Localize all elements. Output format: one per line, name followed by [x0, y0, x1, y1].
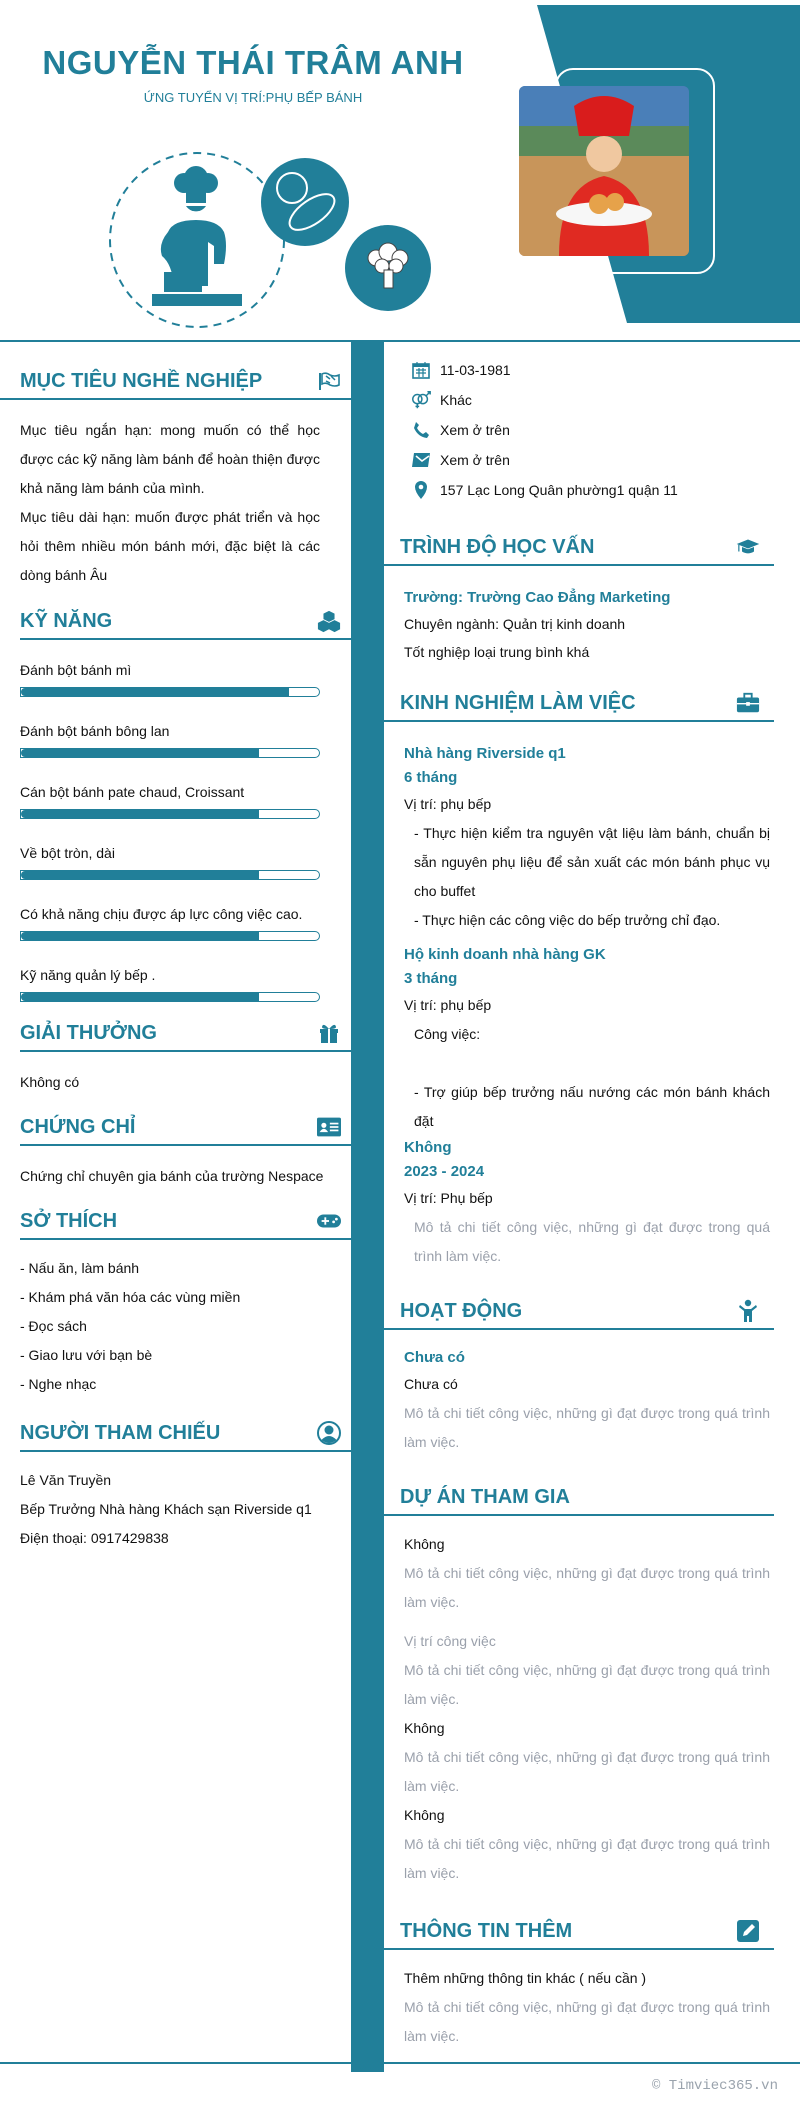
- child-icon: [736, 1299, 760, 1323]
- briefcase-icon: [736, 691, 760, 715]
- experience-duration: 3 tháng: [404, 970, 458, 987]
- gender-icon: [410, 390, 432, 410]
- info-address: 157 Lạc Long Quân phường1 quận 11: [410, 475, 770, 505]
- section-objective-header: MỤC TIÊU NGHỀ NGHIỆP: [0, 364, 351, 400]
- graduation-cap-icon: [736, 535, 760, 559]
- experience-item: [404, 742, 770, 935]
- skill-item: Về bột tròn, dài: [20, 843, 320, 880]
- activity-org: Chưa có: [404, 1349, 465, 1366]
- gift-icon: [317, 1021, 341, 1045]
- id-card-icon: [317, 1115, 341, 1139]
- section-certificates-header: CHỨNG CHỈ: [20, 1110, 351, 1146]
- additional-details: [404, 1964, 770, 2051]
- additional-desc: Mô tả chi tiết công việc, những gì đạt được trong quá trình làm việc.: [404, 1999, 770, 2044]
- section-awards-header: GIẢI THƯỞNG: [20, 1016, 351, 1052]
- experience-desc: - Thực hiện kiểm tra nguyên vật liệu làm bánh, chuẩn bị sẵn nguyên phụ liệu để sản xuất các món bánh phục vụ cho buffet: [414, 825, 770, 899]
- section-additional-header: THÔNG TIN THÊM: [384, 1914, 774, 1950]
- project-desc: Mô tả chi tiết công việc, những gì đạt được trong quá trình làm việc.: [404, 1749, 770, 1794]
- skill-progress-bar: [20, 931, 320, 941]
- experience-position: Vị trí: phụ bếp: [404, 997, 492, 1013]
- skill-item: Đánh bột bánh mì: [20, 660, 320, 697]
- project-name: Vị trí công việc: [404, 1633, 496, 1649]
- calendar-icon: [410, 360, 432, 380]
- project-item: [404, 1801, 770, 1888]
- projects-list: [404, 1530, 770, 1888]
- info-gender: Khác: [410, 385, 770, 415]
- hobby-item: - Khám phá văn hóa các vùng miền: [20, 1289, 241, 1305]
- school-name: Trường: Trường Cao Đẳng Marketing: [404, 589, 671, 606]
- skill-progress-bar: [20, 687, 320, 697]
- skill-item: Đánh bột bánh bông lan: [20, 721, 320, 758]
- project-name: Không: [404, 1536, 445, 1552]
- experience-desc: Mô tả chi tiết công việc, những gì đạt được trong quá trình làm việc.: [414, 1219, 770, 1264]
- user-circle-icon: [317, 1421, 341, 1445]
- project-item: [404, 1627, 770, 1714]
- skill-progress-bar: [20, 870, 320, 880]
- skill-progress-bar: [20, 992, 320, 1002]
- education-result: Tốt nghiệp loại trung bình khá: [404, 644, 590, 660]
- awards-text: Không có: [20, 1074, 80, 1090]
- personal-info: [410, 355, 770, 505]
- activity-role: Chưa có: [404, 1376, 458, 1392]
- skills-list: [20, 660, 320, 1026]
- skill-item: Có khả năng chịu được áp lực công việc cao.: [20, 904, 320, 941]
- section-activities-header: HOẠT ĐỘNG: [384, 1294, 774, 1330]
- hobby-item: - Nghe nhạc: [20, 1376, 97, 1392]
- experience-desc: - Thực hiện các công việc do bếp trưởng chỉ đạo.: [414, 912, 721, 928]
- location-icon: [410, 480, 432, 500]
- section-references-header: NGƯỜI THAM CHIẾU: [20, 1416, 351, 1452]
- footer-copyright: © Timviec365.vn: [651, 2078, 778, 2094]
- reference-title: Bếp Trưởng Nhà hàng Khách sạn Riverside q1: [20, 1501, 312, 1517]
- reference-name: Lê Văn Truyền: [20, 1472, 112, 1488]
- experience-desc: - Trợ giúp bếp trưởng nấu nướng các món bánh khách đặt: [414, 1084, 770, 1129]
- edit-icon: [736, 1919, 760, 1943]
- project-desc: Mô tả chi tiết công việc, những gì đạt được trong quá trình làm việc.: [404, 1836, 770, 1881]
- section-skills-header: KỸ NĂNG: [20, 604, 351, 640]
- job-title: ỨNG TUYỂN VỊ TRÍ:PHỤ BẾP BÁNH: [143, 90, 363, 105]
- project-name: Không: [404, 1720, 445, 1736]
- education-details: [404, 586, 770, 666]
- flag-icon: [317, 369, 341, 393]
- avatar-photo: [519, 86, 689, 256]
- activity-desc: Mô tả chi tiết công việc, những gì đạt được trong quá trình làm việc.: [404, 1405, 770, 1450]
- info-birthdate: 11-03-1981: [410, 355, 770, 385]
- skill-progress-bar: [20, 748, 320, 758]
- section-hobbies-header: SỞ THÍCH: [20, 1204, 351, 1240]
- skill-item: Cán bột bánh pate chaud, Croissant: [20, 782, 320, 819]
- chef-icon: [152, 166, 242, 306]
- info-phone: Xem ở trên: [410, 415, 770, 445]
- experience-company: Nhà hàng Riverside q1: [404, 745, 566, 762]
- hobby-item: - Giao lưu với bạn bè: [20, 1347, 153, 1363]
- experience-duration: 6 tháng: [404, 769, 458, 786]
- section-experience-header: KINH NGHIỆM LÀM VIỆC: [384, 686, 774, 722]
- section-projects-header: DỰ ÁN THAM GIA: [384, 1480, 774, 1516]
- experience-item: [404, 1136, 770, 1271]
- hobbies-list: [20, 1254, 320, 1399]
- gamepad-icon: [317, 1209, 341, 1233]
- experience-company: Hộ kinh doanh nhà hàng GK: [404, 946, 606, 963]
- certificates-text: Chứng chỉ chuyên gia bánh của trường Nespace: [20, 1168, 324, 1184]
- activities-details: [404, 1346, 770, 1457]
- section-education-header: TRÌNH ĐỘ HỌC VẤN: [384, 530, 774, 566]
- cubes-icon: [317, 609, 341, 633]
- center-band: [351, 341, 384, 2072]
- reference-phone: Điện thoại: 0917429838: [20, 1530, 169, 1546]
- experience-position: Vị trí: Phụ bếp: [404, 1190, 493, 1206]
- project-desc: Mô tả chi tiết công việc, những gì đạt được trong quá trình làm việc.: [404, 1565, 770, 1610]
- skill-progress-bar: [20, 809, 320, 819]
- experience-list: [404, 742, 770, 1271]
- header-divider: [0, 340, 800, 342]
- footer-divider: [0, 2062, 800, 2064]
- references-text: [20, 1466, 350, 1553]
- phone-icon: [410, 420, 432, 440]
- experience-item: [404, 943, 770, 1136]
- experience-duration: 2023 - 2024: [404, 1163, 485, 1180]
- additional-heading: Thêm những thông tin khác ( nếu cần ): [404, 1970, 647, 1986]
- candidate-name: NGUYỄN THÁI TRÂM ANH: [42, 44, 464, 81]
- skill-item: Kỹ năng quản lý bếp .: [20, 965, 320, 1002]
- experience-company: Không: [404, 1139, 452, 1156]
- experience-desc: Công việc:: [414, 1026, 481, 1042]
- project-item: [404, 1530, 770, 1617]
- project-desc: Mô tả chi tiết công việc, những gì đạt được trong quá trình làm việc.: [404, 1662, 770, 1707]
- hobby-item: - Đọc sách: [20, 1318, 87, 1334]
- project-item: [404, 1714, 770, 1801]
- hobby-item: - Nấu ăn, làm bánh: [20, 1260, 140, 1276]
- info-email: Xem ở trên: [410, 445, 770, 475]
- education-major: Chuyên ngành: Quản trị kinh doanh: [404, 616, 626, 632]
- experience-position: Vị trí: phụ bếp: [404, 796, 492, 812]
- project-name: Không: [404, 1807, 445, 1823]
- email-icon: [410, 450, 432, 470]
- objective-text: Mục tiêu ngắn hạn: mong muốn có thể học được các kỹ năng làm bánh để hoàn thiện được khả năng làm bánh của mình. Mục tiêu dài hạn: muốn được phát triển và học hỏi thêm nhiều món bánh mới, đặc biệt là các dòng bánh Âu: [20, 422, 320, 583]
